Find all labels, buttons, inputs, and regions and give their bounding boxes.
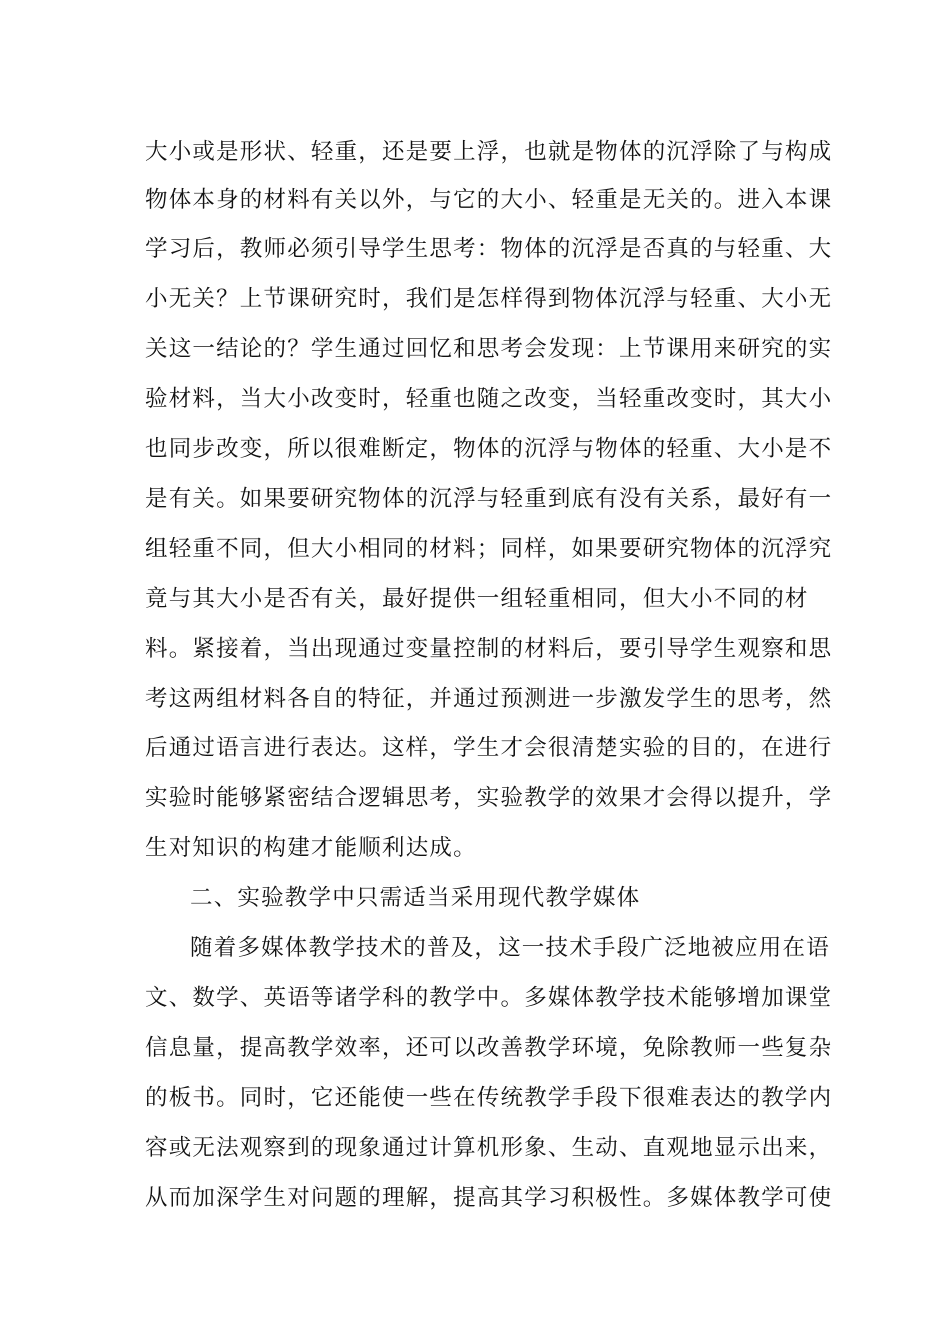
paragraph-line: 大小或是形状、轻重，还是要上浮，也就是物体的沉浮除了与构成 [145,139,833,165]
paragraph-line: 也同步改变，所以很难断定，物体的沉浮与物体的轻重、大小是不 [145,436,833,462]
paragraph-line: 随着多媒体教学技术的普及，这一技术手段广泛地被应用在语 [190,935,830,961]
paragraph-line: 文、数学、英语等诸学科的教学中。多媒体教学技术能够增加课堂 [145,985,833,1011]
paragraph-line: 是有关。如果要研究物体的沉浮与轻重到底有没有关系，最好有一 [145,486,833,512]
paragraph-line: 物体本身的材料有关以外，与它的大小、轻重是无关的。进入本课 [145,187,833,213]
paragraph-line: 组轻重不同，但大小相同的材料；同样，如果要研究物体的沉浮究 [145,536,833,562]
paragraph-line: 生对知识的构建才能顺利达成。 [145,835,477,861]
paragraph-line: 关这一结论的？学生通过回忆和思考会发现：上节课用来研究的实 [145,336,833,362]
paragraph-line: 实验时能够紧密结合逻辑思考，实验教学的效果才会得以提升，学 [145,785,833,811]
paragraph-line: 竟与其大小是否有关，最好提供一组轻重相同，但大小不同的材 [145,586,809,612]
paragraph-line: 料。紧接着，当出现通过变量控制的材料后，要引导学生观察和思 [145,636,833,662]
paragraph-line: 信息量，提高教学效率，还可以改善教学环境，免除教师一些复杂 [145,1035,833,1061]
section-heading: 二、实验教学中只需适当采用现代教学媒体 [190,885,641,911]
paragraph-line: 验材料，当大小改变时，轻重也随之改变，当轻重改变时，其大小 [145,386,833,412]
paragraph-line: 的板书。同时，它还能使一些在传统教学手段下很难表达的教学内 [145,1085,833,1111]
paragraph-line: 考这两组材料各自的特征，并通过预测进一步激发学生的思考，然 [145,686,833,712]
paragraph-line: 容或无法观察到的现象通过计算机形象、生动、直观地显示出来， [145,1135,833,1161]
paragraph-line: 学习后，教师必须引导学生思考：物体的沉浮是否真的与轻重、大 [145,236,833,262]
paragraph-line: 小无关？上节课研究时，我们是怎样得到物体沉浮与轻重、大小无 [145,286,833,312]
paragraph-line: 从而加深学生对问题的理解，提高其学习积极性。多媒体教学可使 [145,1185,833,1211]
paragraph-line: 后通过语言进行表达。这样，学生才会很清楚实验的目的，在进行 [145,735,833,761]
